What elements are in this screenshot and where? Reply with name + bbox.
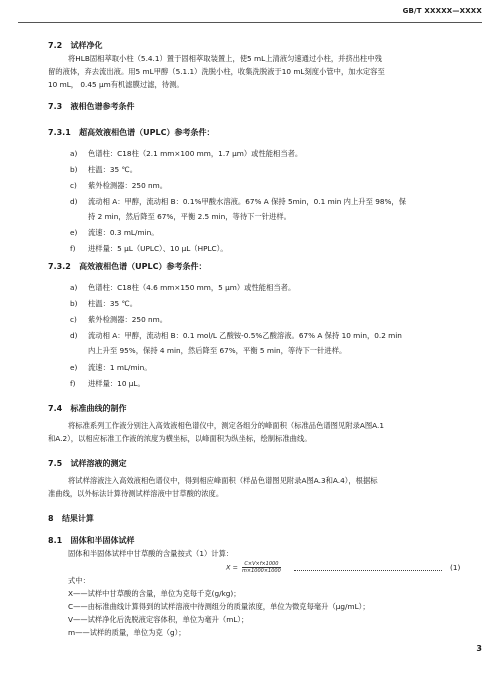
section-number: 7.3 <box>48 102 63 111</box>
variable-definition: X——试样中甘草酸的含量，单位为克每千克(g/kg)； <box>68 589 241 598</box>
formula-intro: 固体和半固体试样中甘草酸的含量按式（1）计算： <box>68 549 234 558</box>
list-item: e) 流速：0.3 mL/min。 <box>70 228 159 237</box>
section-number: 7.2 <box>48 41 63 50</box>
section-title: 结果计算 <box>61 514 94 523</box>
section-7-3-2-heading <box>48 261 206 272</box>
section-title: 液相色谱参考条件 <box>70 102 135 111</box>
paragraph-line: 将标准系列工作液分别注入高效液相色谱仪中，测定各组分的峰面积（标准品色谱图见附录A图A.1 <box>68 421 384 430</box>
list-item: b) 柱温：35 ℃。 <box>70 299 137 308</box>
variable-definition: V——试样净化后洗脱液定容体积，单位为毫升（mL）； <box>68 615 249 624</box>
paragraph-line: 将HLB固相萃取小柱（5.4.1）置于固相萃取装置上，使5 mL上清液匀速通过小柱，并挤出柱中残 <box>68 54 382 63</box>
section-number: 7.3.1 <box>48 128 71 137</box>
standard-code: GB/T XXXXX—XXXX <box>402 7 482 15</box>
where-label: 式中： <box>68 576 90 585</box>
list-item: e) 流速：1 mL/min。 <box>70 363 152 372</box>
formula-fraction <box>242 561 281 574</box>
section-7-5-heading <box>48 458 127 469</box>
section-7-2-heading <box>48 40 103 51</box>
section-title: 标准曲线的制作 <box>70 404 127 413</box>
list-item: d) 流动相 A：甲醇，流动相 B：0.1%甲酸水溶液。67% A 保持 5min，0.1 min 内上升至 98%，保 <box>70 197 407 206</box>
section-number: 8.1 <box>48 536 63 545</box>
section-title: 试样溶液的测定 <box>70 459 127 468</box>
paragraph-line: 将试样溶液注入高效液相色谱仪中，得到相应峰面积（样品色谱图见附录A图A.3和A.4），根据标 <box>68 476 378 485</box>
variable-definition: m——试样的质量，单位为克（g）； <box>68 628 186 637</box>
section-number: 7.4 <box>48 404 63 413</box>
section-title: 高效液相色谱（UPLC）参考条件： <box>79 262 207 271</box>
page-number: 3 <box>476 644 482 653</box>
formula-denominator: m×1000×1000 <box>242 568 281 574</box>
section-title: 试样净化 <box>70 41 103 50</box>
list-item: c) 紫外检测器：250 nm。 <box>70 181 168 190</box>
section-8-1-heading <box>48 535 135 546</box>
list-item: a) 色谱柱：C18柱（2.1 mm×100 mm，1.7 μm）或性能相当者。 <box>70 149 303 158</box>
section-7-4-heading <box>48 403 127 414</box>
list-item: d) 流动相 A：甲醇，流动相 B：0.1 mol/L 乙酸铵-0.5%乙酸溶液。67% A 保持 10 min，0.2 min <box>70 331 402 340</box>
formula-numerator: C×V×f×1000 <box>242 561 281 568</box>
list-item-continuation: 内上升至 95%，保持 4 min，然后降至 67%，平衡 5 min，等待下一针进样。 <box>88 346 347 355</box>
paragraph-line: 准曲线，以外标法计算待测试样溶液中甘草酸的浓度。 <box>48 489 224 498</box>
formula-lhs: X = <box>226 563 238 572</box>
list-item: f) 进样量：5 μL（UPLC）、10 μL（HPLC）。 <box>70 244 228 253</box>
section-title: 固体和半固体试样 <box>70 536 135 545</box>
list-item: c) 紫外检测器：250 nm。 <box>70 315 168 324</box>
section-7-3-heading <box>48 101 135 112</box>
section-number: 7.5 <box>48 459 63 468</box>
section-7-3-1-heading <box>48 127 214 138</box>
leader-dots <box>294 570 442 571</box>
header-rule <box>18 22 482 23</box>
list-item: b) 柱温：35 ℃。 <box>70 165 137 174</box>
variable-definition: C——由标准曲线计算得到的试样溶液中待测组分的质量浓度，单位为微克每毫升（μg/mL）； <box>68 602 370 611</box>
list-item: f) 进样量：10 μL。 <box>70 379 145 388</box>
paragraph-line: 和A.2），以相应标准工作液的浓度为横坐标，以峰面积为纵坐标，绘制标准曲线。 <box>48 434 312 443</box>
list-item-continuation: 持 2 min，然后降至 67%，平衡 2.5 min，等待下一针进样。 <box>88 212 291 221</box>
section-number: 7.3.2 <box>48 262 71 271</box>
equation-number: (1) <box>450 563 461 572</box>
formula <box>226 561 281 574</box>
paragraph-line: 留的液体，弃去流出液。用5 mL甲醇（5.1.1）洗脱小柱，收集洗脱液于10 mL刻度小管中，加水定容至 <box>48 67 385 76</box>
section-8-heading <box>48 513 94 524</box>
paragraph-line: 10 mL， 0.45 μm有机滤膜过滤，待测。 <box>48 80 184 89</box>
list-item: a) 色谱柱：C18柱（4.6 mm×150 mm，5 μm）或性能相当者。 <box>70 283 296 292</box>
section-number: 8 <box>48 514 54 523</box>
section-title: 超高效液相色谱（UPLC）参考条件： <box>79 128 215 137</box>
